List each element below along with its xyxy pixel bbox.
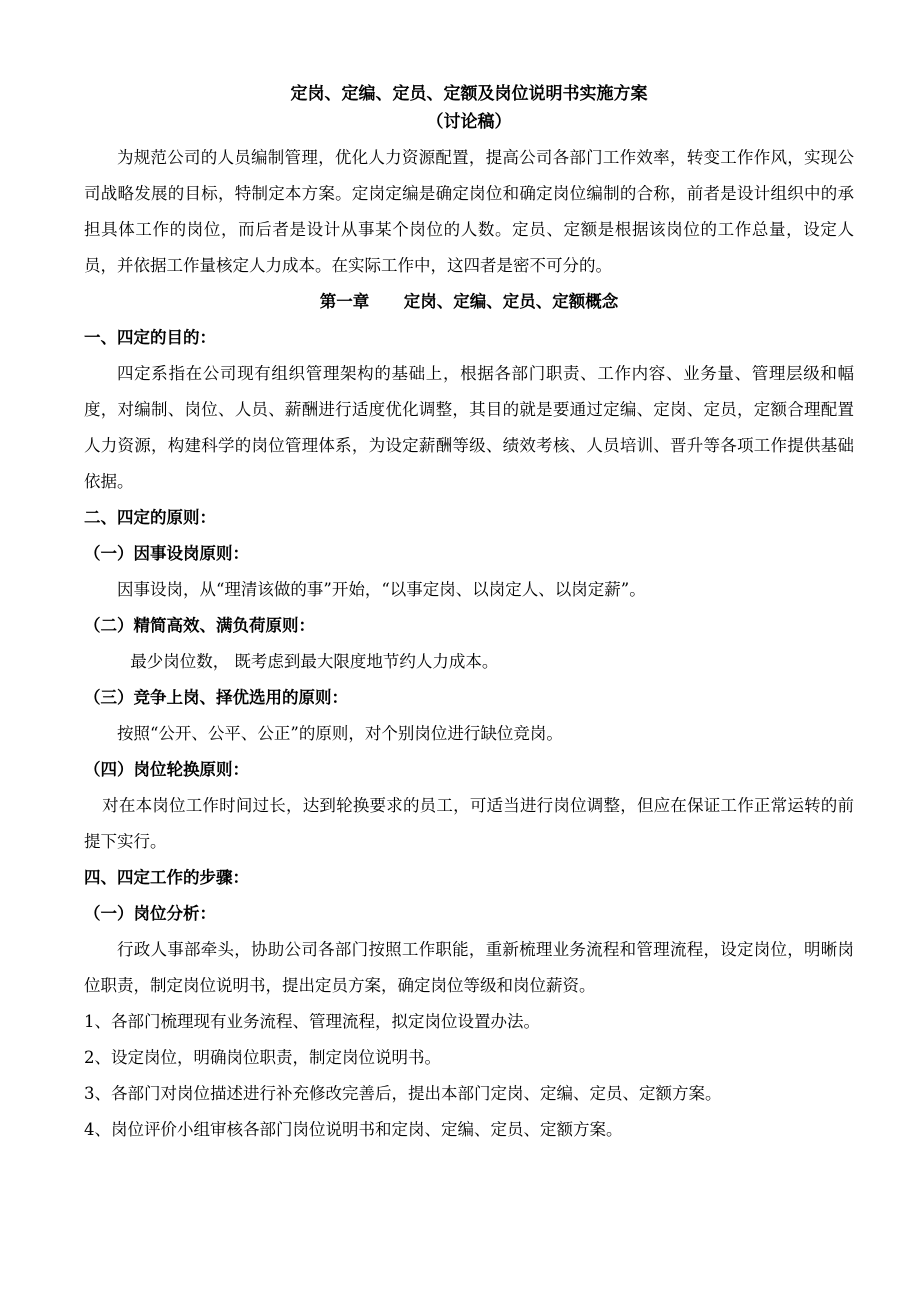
step-item: 3、各部门对岗位描述进行补充修改完善后，提出本部门定岗、定编、定员、定额方案。 bbox=[84, 1084, 722, 1103]
section-heading-steps: 四、四定工作的步骤： bbox=[84, 868, 249, 887]
chapter-heading: 第一章 定岗、定编、定员、定额概念 bbox=[319, 292, 619, 311]
step-heading-1: （一）岗位分析： bbox=[84, 904, 216, 923]
principle-heading-1: （一）因事设岗原则： bbox=[84, 544, 249, 563]
step-body-1: 行政人事部牵头，协助公司各部门按照工作职能，重新梳理业务流程和管理流程，设定岗位，明晰岗位职责，制定岗位说明书，提出定员方案，确定岗位等级和岗位薪资。 bbox=[84, 940, 854, 995]
step-item: 2、设定岗位，明确岗位职责，制定岗位说明书。 bbox=[84, 1048, 441, 1067]
principle-body-2: 最少岗位数， 既考虑到最大限度地节约人力成本。 bbox=[130, 652, 499, 671]
principle-heading-4: （四）岗位轮换原则： bbox=[84, 760, 249, 779]
document-page bbox=[84, 80, 854, 1148]
section-body-purpose: 四定系指在公司现有组织管理架构的基础上，根据各部门职责、工作内容、业务量、管理层级和幅度，对编制、岗位、人员、薪酬进行适度优化调整，其目的就是要通过定编、定岗、定员，定额合理配置人力资源，构建科学的岗位管理体系，为设定薪酬等级、绩效考核、人员培训、晋升等各项工作提供基础依据。 bbox=[84, 364, 854, 491]
principle-body-3: 按照“公开、公平、公正”的原则，对个别岗位进行缺位竞岗。 bbox=[117, 724, 563, 743]
intro-paragraph: 为规范公司的人员编制管理，优化人力资源配置，提高公司各部门工作效率，转变工作作风，实现公司战略发展的目标，特制定本方案。定岗定编是确定岗位和确定岗位编制的合称，前者是设计组织中的承担具体工作的岗位，而后者是设计从事某个岗位的人数。定员、定额是根据该岗位的工作总量，设定人员，并依据工作量核定人力成本。在实际工作中，这四者是密不可分的。 bbox=[84, 148, 854, 275]
document-title: 定岗、定编、定员、定额及岗位说明书实施方案 bbox=[290, 84, 648, 104]
section-heading-purpose: 一、四定的目的： bbox=[84, 328, 216, 347]
section-heading-principles: 二、四定的原则： bbox=[84, 508, 216, 527]
step-item: 1、各部门梳理现有业务流程、管理流程，拟定岗位设置办法。 bbox=[84, 1012, 540, 1031]
principle-body-4: 对在本岗位工作时间过长，达到轮换要求的员工，可适当进行岗位调整，但应在保证工作正常运转的前提下实行。 bbox=[84, 796, 854, 851]
principle-heading-3: （三）竞争上岗、择优选用的原则： bbox=[84, 688, 348, 707]
document-subtitle: （讨论稿） bbox=[426, 112, 512, 132]
principle-heading-2: （二）精简高效、满负荷原则： bbox=[84, 616, 315, 635]
principle-body-1: 因事设岗，从“理清该做的事”开始，“以事定岗、以岗定人、以岗定薪”。 bbox=[117, 580, 646, 599]
step-item: 4、岗位评价小组审核各部门岗位说明书和定岗、定编、定员、定额方案。 bbox=[84, 1120, 623, 1139]
